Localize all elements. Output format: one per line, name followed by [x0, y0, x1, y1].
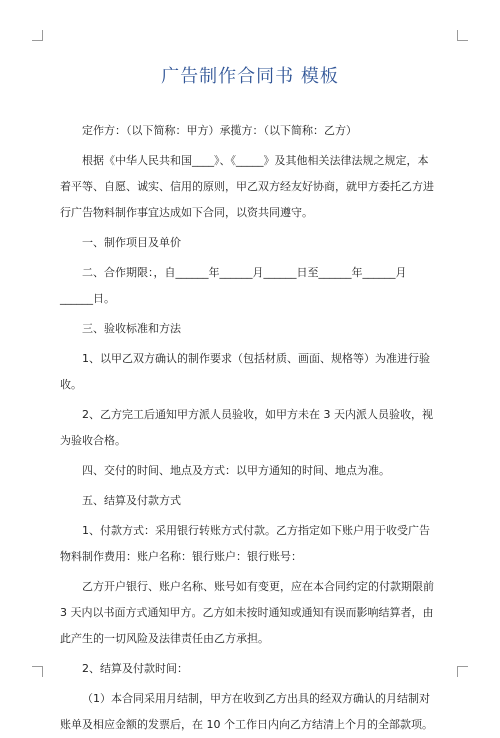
- crop-mark-bottom-left: [32, 666, 43, 677]
- preamble-paragraph: 根据《中华人民共和国____》、《_____》及其他相关法律法规之规定，本着平等、自愿、诚实、信用的原则，甲乙双方经友好协商，就甲方委托乙方进行广告物料制作事宜达成如下合同，以资共同遵守。: [60, 154, 434, 219]
- section-heading-acceptance: 三、验收标准和方法: [82, 322, 181, 335]
- payment-time-heading: 2、结算及付款时间：: [82, 662, 188, 675]
- account-change-paragraph: 乙方开户银行、账户名称、账号如有变更，应在本合同约定的付款期限前 3 天内以书面方式通知甲方。乙方如未按时通知或通知有误而影响结算者，由此产生的一切风险及法律责任由乙方承担。: [60, 580, 434, 645]
- crop-mark-bottom-right: [457, 666, 468, 677]
- section-heading-payment: 五、结算及付款方式: [82, 494, 181, 507]
- acceptance-clause-1: 1、以甲乙双方确认的制作要求（包括材质、画面、规格等）为准进行验收。: [60, 352, 430, 391]
- term-paragraph: 二、合作期限：，自______年______月______日至______年______月______日。: [60, 266, 407, 305]
- parties-line: 定作方：（以下简称：甲方）承揽方：（以下简称：乙方）: [82, 124, 357, 137]
- section-heading-items: 一、制作项目及单价: [82, 236, 181, 249]
- payment-method-paragraph: 1、付款方式：采用银行转账方式付款。乙方指定如下账户用于收受广告物料制作费用：账户名称：银行账户：银行账号：: [60, 524, 430, 563]
- document-body: [60, 118, 438, 738]
- crop-mark-top-left: [32, 30, 43, 41]
- crop-mark-top-right: [457, 30, 468, 41]
- delivery-paragraph: 四、交付的时间、地点及方式：以甲方通知的时间、地点为准。: [82, 464, 390, 477]
- document-title: 广告制作合同书 模板: [161, 66, 339, 87]
- acceptance-clause-2: 2、乙方完工后通知甲方派人员验收，如甲方未在 3 天内派人员验收，视为验收合格。: [60, 408, 433, 447]
- monthly-settlement-paragraph: （1）本合同采用月结制，甲方在收到乙方出具的经双方确认的月结制对账单及相应金额的发票后，在 10 个工作日内向乙方结清上个月的全部款项。: [60, 692, 433, 731]
